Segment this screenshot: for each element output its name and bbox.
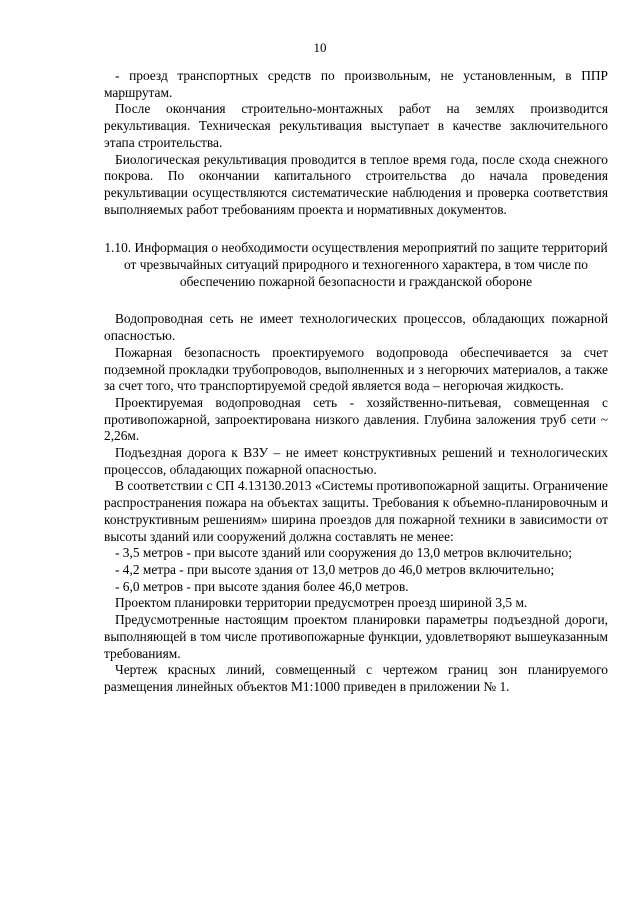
paragraph: После окончания строительно-монтажных работ на землях производится рекультивация. Техническая рекультивация выступает в качестве заключительного этапа строительства. [104, 101, 608, 150]
section-heading: 1.10. Информация о необходимости осуществления мероприятий по защите территорий от чрезвычайных ситуаций природного и техногенного характера, в том числе по обеспечению пожарной безопасности и гражданской обороне [104, 240, 608, 289]
paragraph: Пожарная безопасность проектируемого водопровода обеспечивается за счет подземной прокладки трубопроводов, выполненных и з негорючих материалов, а также за счет того, что транспортируемой средой является вода – негорючая жидкость. [104, 344, 608, 394]
list-item: - 3,5 метров - при высоте зданий или сооружения до 13,0 метров включительно; [115, 545, 572, 561]
document-body [104, 68, 608, 696]
paragraph: Водопроводная сеть не имеет технологических процессов, обладающих пожарной опасностью. [104, 311, 608, 344]
paragraph: Биологическая рекультивация проводится в теплое время года, после схода снежного покрова. По окончании капитального строительства до начала проведения рекультивации осуществляются систематические наблюдения и проверка соответствия выполняемых работ требованиям проекта и нормативных документов. [104, 151, 608, 217]
list-item: - 4,2 метра - при высоте здания от 13,0 метров до 46,0 метров включительно; [115, 561, 555, 577]
paragraph: Проектируемая водопроводная сеть - хозяйственно-питьевая, совмещенная с противопожарной, запроектирована низкого давления. Глубина заложения труб сети ~ 2,26м. [104, 394, 608, 444]
paragraph: - проезд транспортных средств по произвольным, не установленным, в ППР маршрутам. [104, 68, 608, 100]
paragraph: Предусмотренные настоящим проектом планировки параметры подъездной дороги, выполняющей в том числе противопожарные функции, удовлетворяют вышеуказанным требованиям. [104, 612, 608, 661]
paragraph: Подъездная дорога к ВЗУ – не имеет конструктивных решений и технологических процессов, обладающих пожарной опасностью. [104, 445, 608, 477]
paragraph: Проектом планировки территории предусмотрен проезд шириной 3,5 м. [115, 595, 528, 611]
page-number: 10 [313, 40, 327, 55]
paragraph: Чертеж красных линий, совмещенный с чертежом границ зон планируемого размещения линейных объектов М1:1000 приведен в приложении № 1. [104, 662, 608, 694]
paragraph: В соответствии с СП 4.13130.2013 «Системы противопожарной защиты. Ограничение распространения пожара на объектах защиты. Требования к объемно-планировочным и конструктивным решениям» ширина проездов для пожарной техники в зависимости от высоты зданий или сооружений должна составлять не менее: [104, 478, 608, 544]
list-item: - 6,0 метров - при высоте здания более 46,0 метров. [115, 578, 409, 594]
